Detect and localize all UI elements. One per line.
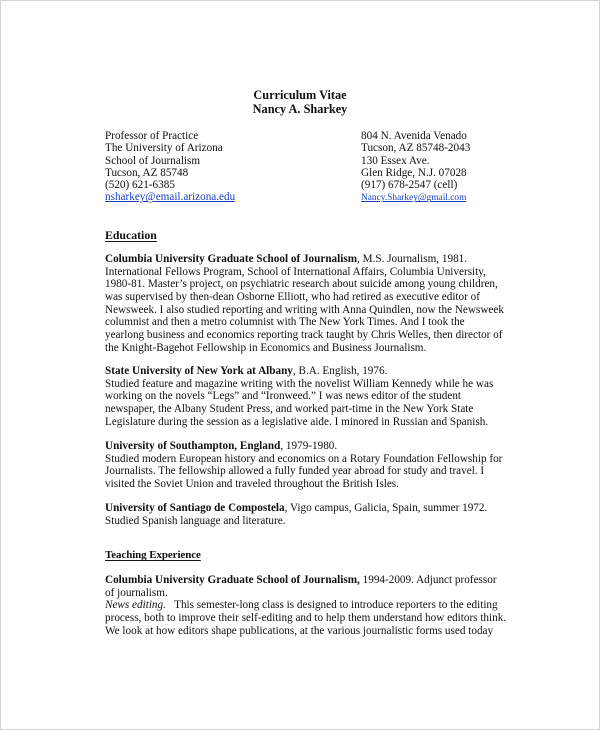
- home-address-line-1: 804 N. Avenida Venado: [361, 130, 467, 142]
- education-entry-suny-albany: [105, 365, 505, 428]
- document-title: Curriculum Vitae: [253, 88, 347, 102]
- entry-line: Studied modern European history and economics on a Rotary Foundation Fellowship for: [105, 452, 503, 465]
- entry-line: of journalism.: [105, 586, 168, 599]
- entry-line: Studied Spanish language and literature.: [105, 514, 286, 527]
- cell-phone: (917) 678-2547 (cell): [361, 179, 458, 192]
- entry-line: Legislature during the session as a legislative aide. I minored in Russian and Spanish.: [105, 415, 489, 428]
- entry-line: We look at how editors shape publications, at the various journalistic forms used today: [105, 624, 494, 637]
- entry-line: working on the novels “Legs” and “Ironweed.” I was news editor of the student: [105, 390, 462, 403]
- entry-line: newspaper, the Albany Student Press, and worked part-time in the New York State: [105, 403, 474, 416]
- teaching-experience-heading: Teaching Experience: [105, 549, 201, 561]
- entry-line: 1980-81. Master’s project, on psychiatric research about suicide among young children,: [105, 278, 498, 291]
- home-contact-block: [361, 130, 561, 204]
- position-detail: 1994-2009. Adjunct professor: [359, 574, 497, 586]
- work-contact-block: [105, 130, 325, 204]
- entry-line: visited the Soviet Union and traveled throughout the British Isles.: [105, 478, 399, 491]
- education-heading: Education: [105, 228, 157, 242]
- work-phone: (520) 621-6385: [105, 179, 175, 192]
- teaching-entry-columbia: [105, 574, 505, 637]
- work-email-link[interactable]: nsharkey@email.arizona.edu: [105, 191, 236, 204]
- home-address-line-2: 130 Essex Ave.: [361, 154, 430, 167]
- work-city-line: Tucson, AZ 85748: [105, 166, 189, 179]
- entry-line: was supervised by then-dean Osborne Elliott, who had retired as executive editor of: [105, 291, 480, 304]
- entry-line: columnist and then a metro columnist with The New York Times. And I took the: [105, 316, 465, 329]
- institution-name: University of Southampton, England: [105, 440, 281, 452]
- degree-detail: , Vigo campus, Galicia, Spain, summer 1972.: [284, 502, 488, 514]
- degree-detail: , B.A. English, 1976.: [292, 365, 388, 377]
- home-city-line-2: Glen Ridge, N.J. 07028: [361, 166, 467, 179]
- institution-name: University of Santiago de Compostela: [105, 502, 285, 514]
- entry-line: Newsweek. I also studied reporting and writing with Anna Quindlen, now the Newsweek: [105, 303, 504, 316]
- institution-name: Columbia University Graduate School of Journalism,: [105, 574, 360, 586]
- course-description: This semester-long class is designed to introduce reporters to the editing: [165, 599, 498, 612]
- personal-email-link[interactable]: Nancy.Sharkey@gmail.com: [361, 193, 467, 204]
- school-name: School of Journalism: [105, 154, 201, 167]
- entry-line: the Knight-Bagehot Fellowship in Economics and Business Journalism.: [105, 341, 427, 354]
- education-entry-santiago: [105, 502, 505, 527]
- degree-detail: , M.S. Journalism, 1981.: [357, 253, 468, 265]
- institution-name: Columbia University Graduate School of Journalism: [105, 253, 358, 265]
- entry-line: yearlong business and economics reporting track taught by Chris Welles, then director of: [105, 329, 503, 342]
- education-entry-southampton: [105, 440, 505, 491]
- entry-line: process, both to improve their self-editing and to help them understand how editors think.: [105, 612, 507, 625]
- entry-line: Studied feature and magazine writing with the novelist William Kennedy while he was: [105, 377, 494, 390]
- degree-detail: , 1979-1980.: [280, 440, 338, 452]
- institution-name: State University of New York at Albany: [105, 365, 293, 377]
- home-city-line-1: Tucson, AZ 85748-2043: [361, 142, 471, 155]
- entry-line: Journalists. The fellowship allowed a fully funded year abroad for study and travel. I: [105, 465, 485, 478]
- university-name: The University of Arizona: [105, 142, 223, 155]
- course-title: News editing.: [105, 599, 166, 612]
- job-title: Professor of Practice: [105, 130, 199, 142]
- person-name: Nancy A. Sharkey: [252, 101, 348, 116]
- education-entry-columbia: [105, 253, 505, 355]
- document-header: [1, 89, 599, 116]
- entry-line: International Fellows Program, School of International Affairs, Columbia University,: [105, 265, 486, 278]
